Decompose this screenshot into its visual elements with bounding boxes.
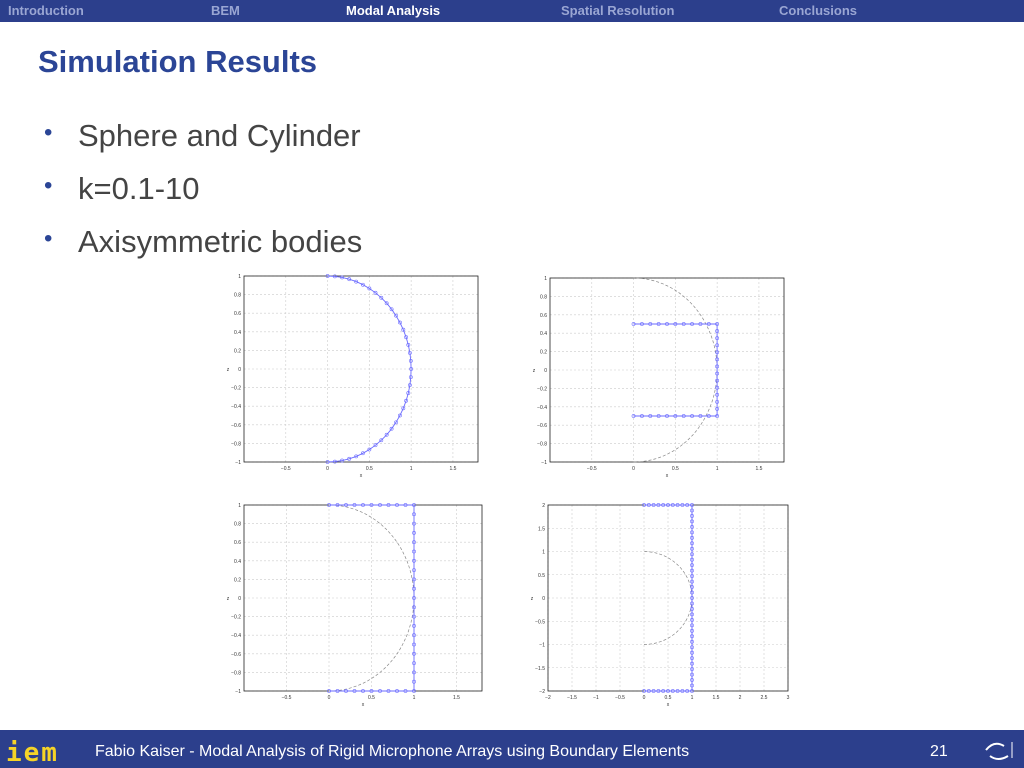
- x-axis-label: x: [665, 473, 669, 479]
- x-tick-label: 0.5: [368, 695, 375, 701]
- x-tick-label: −1: [593, 695, 599, 701]
- footer-title: Fabio Kaiser - Modal Analysis of Rigid Microphone Arrays using Boundary Elements: [95, 743, 690, 760]
- x-tick-label: 1: [715, 466, 719, 472]
- y-axis-label: z: [226, 367, 230, 373]
- bullet-text: k=0.1-10: [78, 171, 200, 206]
- plot-axes-frame: [244, 505, 482, 691]
- bullet-dot-icon: •: [44, 172, 53, 199]
- y-tick-label: 0.6: [234, 311, 241, 318]
- y-tick-label: 0.4: [540, 331, 547, 338]
- y-tick-label: −1: [235, 689, 241, 695]
- y-tick-label: −0.4: [537, 404, 547, 411]
- y-tick-label: −0.8: [537, 441, 547, 448]
- y-tick-label: −0.4: [231, 633, 241, 640]
- plot-cylinder-short: [528, 270, 788, 480]
- y-tick-label: 0.6: [234, 540, 241, 547]
- y-tick-label: 0.4: [234, 558, 241, 565]
- y-tick-label: 0.2: [540, 349, 547, 356]
- y-tick-label: −0.5: [535, 619, 545, 626]
- y-tick-label: 0.4: [234, 329, 241, 336]
- cylinder-short-plot-svg: [528, 270, 788, 480]
- x-tick-label: −1.5: [567, 695, 577, 701]
- sphere-plot-svg: [222, 268, 482, 480]
- x-tick-label: 1.5: [712, 695, 720, 701]
- x-tick-label: 0.5: [365, 466, 373, 472]
- bullet-list: [44, 118, 362, 277]
- y-tick-label: 0.8: [540, 294, 547, 301]
- y-tick-label: −0.2: [231, 385, 241, 392]
- x-tick-label: 2: [738, 695, 742, 701]
- y-tick-label: −0.6: [537, 423, 547, 430]
- y-axis-label: z: [530, 596, 534, 602]
- y-tick-label: −2: [539, 689, 545, 695]
- bullet-item: [44, 118, 362, 171]
- y-tick-label: −0.6: [231, 651, 241, 658]
- y-tick-label: −1.5: [535, 665, 545, 672]
- y-tick-label: 0: [238, 596, 241, 602]
- y-tick-label: 2: [542, 503, 545, 509]
- x-tick-label: −0.5: [615, 695, 625, 701]
- x-tick-label: −0.5: [586, 466, 597, 472]
- x-tick-label: 0.5: [671, 466, 679, 472]
- x-tick-label: 1: [412, 695, 416, 701]
- y-tick-label: −0.2: [537, 386, 547, 393]
- slide-title: Simulation Results: [38, 44, 318, 79]
- y-tick-label: −1: [539, 642, 545, 649]
- cylinder-long-plot-svg: [526, 497, 792, 709]
- plot-cylinder-medium: [222, 497, 486, 709]
- y-tick-label: −0.2: [231, 614, 241, 621]
- bullet-item: [44, 171, 362, 224]
- y-axis-label: z: [226, 596, 230, 602]
- page-number: 21: [930, 743, 948, 760]
- y-tick-label: −0.8: [231, 441, 241, 448]
- x-axis-label: x: [361, 702, 365, 708]
- x-tick-label: 0: [642, 695, 646, 701]
- y-tick-label: 1: [238, 503, 241, 509]
- plot-cylinder-long: [526, 497, 792, 709]
- bullet-dot-icon: •: [44, 225, 53, 252]
- y-tick-label: 1: [542, 549, 545, 556]
- plot-sphere: [222, 268, 482, 480]
- footer-bar: [0, 730, 1024, 768]
- x-tick-label: 1: [690, 695, 694, 701]
- y-tick-label: 1.5: [538, 526, 545, 533]
- y-tick-label: 0.5: [538, 572, 545, 579]
- x-tick-label: 1.5: [449, 466, 457, 472]
- x-tick-label: 0.5: [664, 695, 672, 701]
- y-tick-label: 0.2: [234, 348, 241, 355]
- bullet-text: Axisymmetric bodies: [78, 224, 363, 259]
- y-tick-label: 1: [544, 276, 547, 282]
- y-tick-label: −0.6: [231, 422, 241, 429]
- x-tick-label: 3: [786, 695, 790, 701]
- x-axis-label: x: [666, 702, 670, 708]
- y-tick-label: −0.4: [231, 404, 241, 411]
- iem-logo: iem: [6, 738, 59, 768]
- y-tick-label: 0: [542, 596, 545, 602]
- x-tick-label: 1.5: [755, 466, 763, 472]
- y-tick-label: −1: [235, 460, 241, 466]
- y-tick-label: 0.6: [540, 312, 547, 319]
- nav-item-bem[interactable]: BEM: [211, 3, 240, 18]
- x-tick-label: 1.5: [453, 695, 460, 701]
- x-tick-label: 2.5: [760, 695, 768, 701]
- y-tick-label: −0.8: [231, 670, 241, 677]
- x-tick-label: 0: [327, 695, 331, 701]
- nav-item-introduction[interactable]: Introduction: [8, 3, 84, 18]
- x-tick-label: 0: [326, 466, 329, 472]
- y-tick-label: 0.2: [234, 577, 241, 584]
- section-navigation-bar: [0, 0, 1024, 22]
- y-axis-label: z: [532, 368, 536, 374]
- x-axis-label: x: [359, 473, 363, 479]
- y-tick-label: 0.8: [234, 292, 241, 299]
- y-tick-label: 1: [238, 274, 241, 280]
- nav-item-conclusions[interactable]: Conclusions: [779, 3, 858, 18]
- bullet-text: Sphere and Cylinder: [78, 118, 361, 153]
- cylinder-medium-plot-svg: [222, 497, 486, 709]
- x-tick-label: 1: [409, 466, 413, 472]
- x-tick-label: −0.5: [280, 466, 291, 472]
- x-tick-label: 0: [632, 466, 635, 472]
- bullet-dot-icon: •: [44, 119, 53, 146]
- y-tick-label: −1: [541, 460, 547, 466]
- university-logo-icon: [984, 736, 1020, 764]
- y-tick-label: 0.8: [234, 521, 241, 528]
- x-tick-label: −2: [545, 695, 551, 701]
- y-tick-label: 0: [238, 367, 241, 373]
- y-tick-label: 0: [544, 368, 547, 374]
- x-tick-label: −0.5: [281, 695, 292, 701]
- nav-item-spatial-resolution[interactable]: Spatial Resolution: [561, 3, 675, 18]
- nav-item-modal-analysis[interactable]: Modal Analysis: [346, 3, 441, 18]
